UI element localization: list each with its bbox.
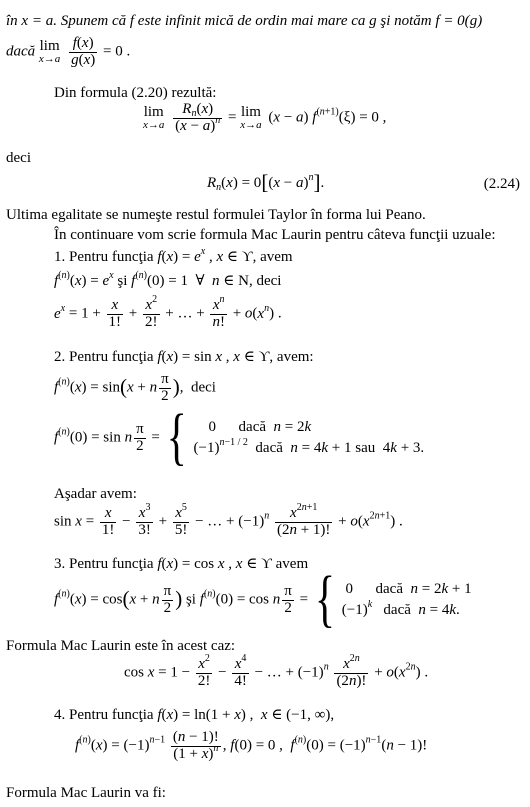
- equation-exp-series: $e^x = 1$ + $\frac{x}{1!}$ + $\frac{x^2}{2!}$ + … + $\frac{x^n}{n!}$ + $o(x^n)$ .: [54, 294, 282, 330]
- equation-ln-derivative: $f^{(n)}(x) = (-1)^{n-1}$ $\frac{(n - 1)!}{(1 + x)^n}$ , f(0) = 0 , $f^{(n)}(0) = (-1)^{n-1}(n - 1)$!: [75, 729, 428, 762]
- equation-sin-series: sin x = $\frac{x}{1!}$ − $\frac{x^3}{3!}$ + $\frac{x^5}{5!}$ − … + $(-1)^n$ $\frac{x^{2n+1}}{(2n + 1)!}$ + $o(x^{2n+1})$ .: [54, 502, 403, 538]
- text-line-8: În continuare vom scrie formula Mac Laurin pentru câteva funcţii uzuale:: [54, 227, 496, 243]
- equation-sin-cases: $f^{(n)}(0) = \sin n$ $\frac{\pi}{2}$ = { 0 dacă n = 2k $(-1)^{n-1 / 2}$ dacă n = 4k + 1 sau 4k + 3.: [54, 403, 425, 473]
- text-line-21: 4. Pentru funcţia f(x) = ln(1 + x) , x ∈ (−1, ∞),: [54, 707, 335, 723]
- text-line-23: Formula Mac Laurin va fi:: [6, 785, 166, 801]
- text-line-3: Din formula (2.20) rezultă:: [54, 85, 217, 101]
- equation-cos-series: cos x = 1 − $\frac{x^2}{2!}$ − $\frac{x^4}{4!}$ − … + $(-1)^n$ $\frac{x^{2n}}{(2n)!}$ + $o(x^{2n})$ .: [124, 653, 429, 689]
- equation-2-24: $R_n(x) = 0[(x - a)^n]$.: [207, 170, 325, 194]
- text-line-15: Aşadar avem:: [54, 486, 137, 502]
- text-line-2: dacă lim x→a $\frac{f(x)}{g(x)}$ = 0 .: [6, 35, 131, 68]
- text-line-10: $f^{(n)}(x) = e^x$ şi $f^{(n)}(0) = 1$ ∀ n ∈ N, deci: [54, 270, 282, 289]
- text-line-7: Ultima egalitate se numeşte restul formulei Taylor în forma lui Peano.: [6, 207, 426, 223]
- text-line-19: Formula Mac Laurin este în acest caz:: [6, 638, 236, 654]
- text-line-9: 1. Pentru funcţia $f(x) = e^x$ , x ∈ ϒ, avem: [54, 246, 293, 265]
- text-line-1: în x = a. Spunem că f este infinit mică de ordin mai mare ca g şi notăm f = 0(g): [6, 13, 483, 29]
- equation-sin-derivative: $f^{(n)}(x) = \sin(x + n$ $\frac{\pi}{2}$ ), deci: [54, 371, 216, 404]
- equation-number: (2.24): [483, 176, 520, 192]
- text-line-17: 3. Pentru funcţia f(x) = cos x , x ∈ ϒ avem: [54, 556, 309, 572]
- text-line-12: 2. Pentru funcţia f(x) = sin x , x ∈ ϒ, avem:: [54, 349, 314, 365]
- text-line-5: deci: [6, 150, 31, 166]
- equation-remainder-limit: lim x→a $\frac{R_n(x)}{(x - a)^n}$ = lim x→a (x − a) $f^{(n+1)}(\xi) = 0$ ,: [143, 101, 387, 134]
- equation-cos-cases: $f^{(n)}(x) = \cos(x + n$ $\frac{\pi}{2}$ ) şi $f^{(n)}(0) = \cos n$ $\frac{\pi}{2}$ = { 0 dacă n = 2k + 1 $(-1)^k$ dacă n = 4k.: [54, 565, 472, 635]
